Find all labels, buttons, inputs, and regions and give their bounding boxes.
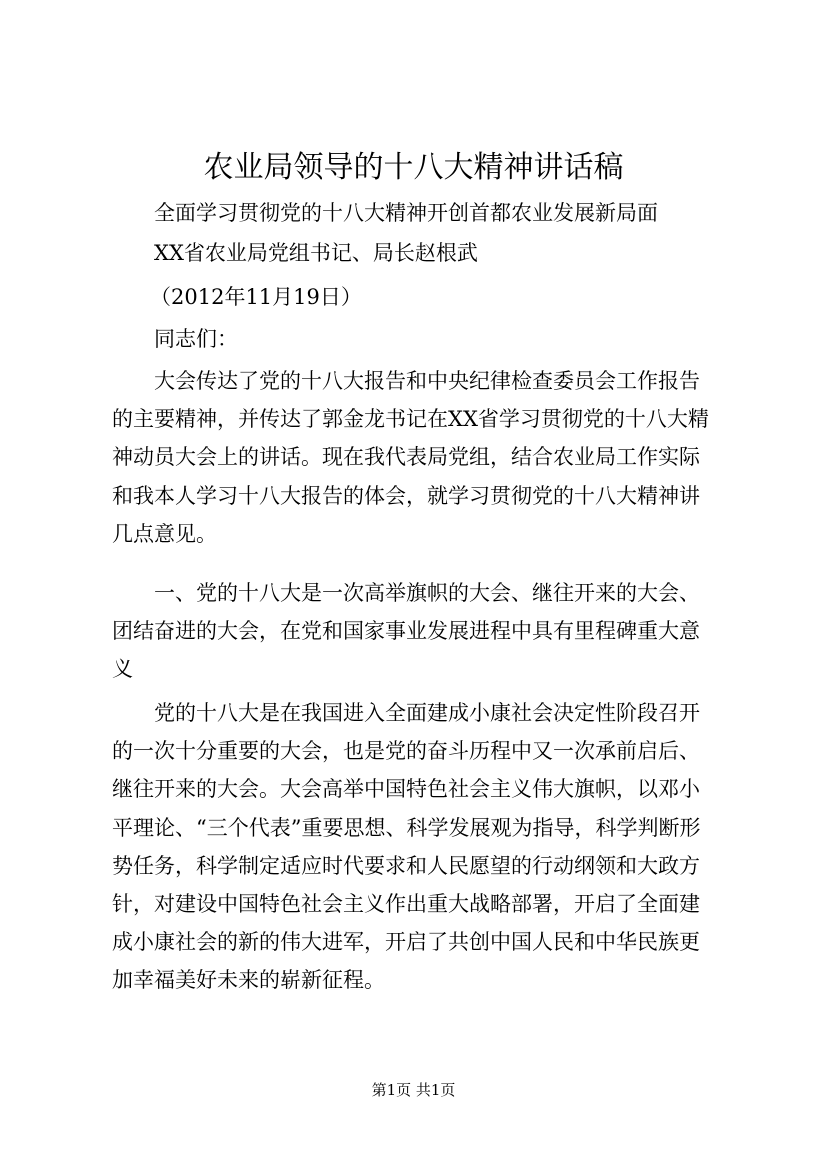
document-date: （2012年11月19日） <box>150 285 362 309</box>
document-author: XX省农业局党组书记、局长赵根武 <box>154 241 478 265</box>
document-title: 农业局领导的十八大精神讲话稿 <box>203 150 624 185</box>
section-heading-1: 一、党的十八大是一次高举旗帜的大会、继往开来的大会、团结奋进的大会，在党和国家事业发展进程中具有里程碑重大意义 <box>112 581 700 682</box>
page-footer: 第1页 共1页 <box>371 1081 456 1099</box>
paragraph-1: 大会传达了党的十八大报告和中央纪律检查委员会工作报告的主要精神，并传达了郭金龙书记在XX省学习贯彻党的十八大精神动员大会上的讲话。现在我代表局党组，结合农业局工作实际和我本人学习十八大报告的体会，就学习贯彻党的十八大精神讲几点意见。 <box>112 369 709 546</box>
salutation: 同志们： <box>154 327 238 351</box>
paragraph-2: 党的十八大是在我国进入全面建成小康社会决定性阶段召开的一次十分重要的大会，也是党的奋斗历程中又一次承前启后、继往开来的大会。大会高举中国特色社会主义伟大旗帜，以邓小平理论、“三个代表”重要思想、科学发展观为指导，科学判断形势任务，科学制定适应时代要求和人民愿望的行动纲领和大政方针，对建设中国特色社会主义作出重大战略部署，开启了全面建成小康社会的新的伟大进军，开启了共创中国人民和中华民族更加幸福美好未来的崭新征程。 <box>112 701 701 993</box>
document-subtitle: 全面学习贯彻党的十八大精神开创首都农业发展新局面 <box>154 201 658 225</box>
